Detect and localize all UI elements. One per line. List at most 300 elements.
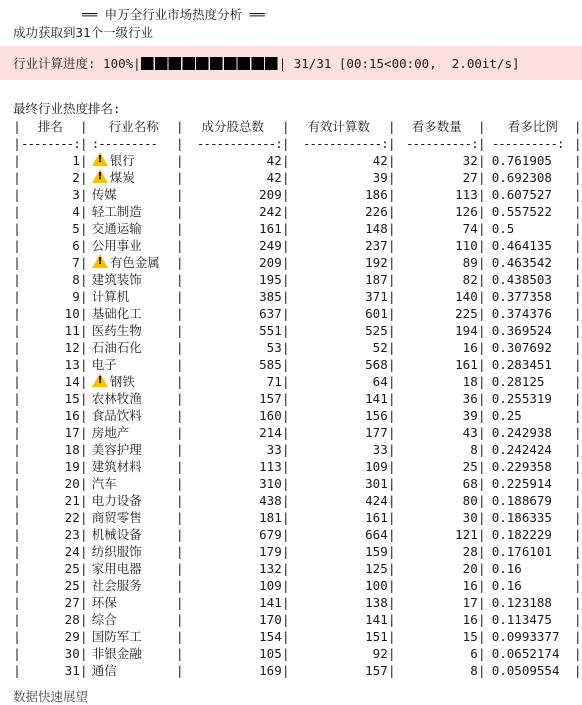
section-footer-title: 数据快速展望 — [13, 689, 89, 704]
column-separator: | — [477, 408, 486, 423]
industry-name-cell-text: 医药生物 — [91, 323, 142, 338]
total-stocks-cell-text: 209 — [259, 255, 282, 270]
column-separator: | — [13, 391, 21, 406]
column-separator: | — [281, 340, 290, 355]
column-separator: | — [387, 578, 396, 593]
table-row — [13, 611, 582, 628]
column-separator: | — [79, 306, 88, 321]
column-separator: | — [13, 323, 21, 338]
total-stocks-cell — [184, 356, 282, 373]
table-row — [13, 543, 582, 560]
column-separator: | — [13, 442, 21, 457]
bull-ratio-cell — [486, 577, 574, 594]
column-separator: | — [79, 510, 88, 525]
valid-count-cell-text: 151 — [365, 629, 388, 644]
bull-count-cell — [396, 254, 478, 271]
total-stocks-cell-text: 438 — [259, 493, 282, 508]
column-separator: | — [79, 646, 88, 661]
bull-count-cell-text: 68 — [462, 476, 478, 491]
column-separator: | — [477, 391, 486, 406]
industry-name-cell — [88, 509, 176, 526]
column-separator: | — [387, 629, 396, 644]
industry-name-cell — [88, 594, 176, 611]
industry-name-cell-text: 社会服务 — [91, 578, 142, 593]
table-row — [13, 407, 582, 424]
valid-count-cell — [290, 407, 388, 424]
industry-name-cell — [88, 611, 176, 628]
industry-name-cell-text: 轻工制造 — [91, 204, 142, 219]
rank-cell — [21, 628, 80, 645]
column-separator: | — [175, 374, 184, 389]
column-separator: | — [573, 612, 582, 627]
bull-ratio-cell-text: 0.188679 — [491, 493, 552, 508]
rank-cell-text: 23 — [64, 527, 80, 542]
industry-name-cell-text: 石油石化 — [91, 340, 142, 355]
column-separator: | — [387, 476, 396, 491]
column-separator: | — [281, 391, 290, 406]
column-separator: | — [281, 663, 290, 678]
total-stocks-cell-text: 160 — [259, 408, 282, 423]
column-separator: | — [79, 289, 88, 304]
progress-bar — [141, 57, 279, 70]
rank-cell-text: 20 — [64, 476, 80, 491]
bull-count-cell-text: 16 — [462, 612, 478, 627]
valid-count-cell-text: 424 — [365, 493, 388, 508]
column-separator: | — [175, 425, 184, 440]
bull-count-cell — [396, 322, 478, 339]
rank-cell — [21, 339, 80, 356]
total-stocks-cell — [184, 305, 282, 322]
rank-cell — [21, 203, 80, 220]
valid-count-cell — [290, 237, 388, 254]
column-separator: | — [477, 578, 486, 593]
industry-name-cell — [88, 458, 176, 475]
bull-ratio-cell — [486, 356, 574, 373]
column-separator: | — [477, 425, 486, 440]
column-separator: | — [387, 442, 396, 457]
column-separator: | — [387, 153, 396, 168]
valid-count-cell-text: 39 — [372, 170, 388, 185]
total-stocks-cell — [184, 220, 282, 237]
bull-ratio-cell — [486, 526, 574, 543]
bull-count-cell — [396, 339, 478, 356]
column-separator: | — [79, 238, 88, 253]
column-separator: | — [387, 238, 396, 253]
column-separator: | — [387, 204, 396, 219]
table-row — [13, 390, 582, 407]
column-separator: | — [573, 476, 582, 491]
column-separator: | — [387, 357, 396, 372]
bull-count-cell-text: 20 — [462, 561, 478, 576]
industry-name-cell — [88, 390, 176, 407]
column-separator: | — [573, 119, 582, 134]
industry-name-cell-text: 通信 — [91, 663, 117, 678]
bull-ratio-cell-text: 0.242938 — [491, 425, 552, 440]
rank-cell — [21, 152, 80, 169]
align-cell: ------------: — [302, 136, 388, 151]
valid-count-cell-text: 141 — [365, 391, 388, 406]
column-separator: | — [477, 374, 486, 389]
table-row — [13, 220, 582, 237]
valid-count-cell — [290, 560, 388, 577]
column-separator: | — [175, 289, 184, 304]
column-separator: | — [573, 289, 582, 304]
bull-count-cell — [396, 628, 478, 645]
bull-ratio-cell-text: 0.16 — [491, 561, 522, 576]
table-row — [13, 339, 582, 356]
industry-name-cell-text: 建筑材料 — [91, 459, 142, 474]
bull-count-cell-text: 15 — [462, 629, 478, 644]
align-cell: :--------- — [91, 136, 157, 151]
valid-count-cell-text: 42 — [372, 153, 388, 168]
bull-ratio-cell — [486, 254, 574, 271]
column-separator: | — [13, 476, 21, 491]
table-row — [13, 424, 582, 441]
bull-count-cell — [396, 271, 478, 288]
bull-count-cell — [396, 288, 478, 305]
industry-name-cell-text: 汽车 — [91, 476, 117, 491]
total-stocks-cell — [184, 594, 282, 611]
bull-ratio-cell — [486, 424, 574, 441]
rank-cell-text: 11 — [64, 323, 80, 338]
industry-name-cell — [88, 492, 176, 509]
column-separator: | — [281, 544, 290, 559]
industry-name-cell — [88, 560, 176, 577]
column-separator: | — [387, 170, 396, 185]
total-stocks-cell — [184, 203, 282, 220]
column-separator: | — [13, 204, 21, 219]
bull-count-cell — [396, 390, 478, 407]
industry-name-cell-text: 美容护理 — [91, 442, 142, 457]
column-separator: | — [477, 595, 486, 610]
column-separator: | — [387, 646, 396, 661]
column-separator: | — [573, 221, 582, 236]
rank-cell-text: 21 — [64, 493, 80, 508]
table-row — [13, 322, 582, 339]
bull-count-cell — [396, 305, 478, 322]
rank-cell-text: 16 — [64, 408, 80, 423]
column-separator: | — [573, 527, 582, 542]
bull-count-cell-text: 8 — [470, 442, 478, 457]
warning-icon — [92, 373, 108, 387]
total-stocks-cell — [184, 645, 282, 662]
valid-count-cell — [290, 543, 388, 560]
column-separator: | — [175, 646, 184, 661]
rank-cell — [21, 475, 80, 492]
column-separator: | — [13, 153, 21, 168]
valid-count-cell — [290, 186, 388, 203]
bull-ratio-cell-text: 0.225914 — [491, 476, 552, 491]
rank-cell — [21, 441, 80, 458]
column-separator: | — [281, 459, 290, 474]
column-separator: | — [13, 306, 21, 321]
bull-count-cell — [396, 594, 478, 611]
bull-ratio-cell-text: 0.176101 — [491, 544, 552, 559]
table-header-row — [13, 118, 582, 135]
column-separator: | — [387, 119, 396, 134]
total-stocks-cell — [184, 458, 282, 475]
industry-name-cell-text: 房地产 — [91, 425, 130, 440]
total-stocks-cell — [184, 560, 282, 577]
total-stocks-cell-text: 132 — [259, 561, 282, 576]
column-separator: | — [573, 187, 582, 202]
total-stocks-cell — [184, 628, 282, 645]
total-stocks-cell-text: 170 — [259, 612, 282, 627]
bull-count-cell-text: 16 — [462, 340, 478, 355]
valid-count-cell — [290, 373, 388, 390]
rank-cell-text: 28 — [64, 612, 80, 627]
valid-count-cell-text: 138 — [365, 595, 388, 610]
industry-name-cell — [88, 475, 176, 492]
bull-ratio-cell-text: 0.761905 — [491, 153, 552, 168]
bull-count-cell-text: 140 — [455, 289, 478, 304]
bull-count-cell — [396, 407, 478, 424]
bull-ratio-cell-text: 0.463542 — [491, 255, 552, 270]
rank-cell — [21, 594, 80, 611]
column-header-bull-count: 看多数量 — [411, 119, 462, 134]
column-separator: | — [13, 272, 21, 287]
total-stocks-cell — [184, 237, 282, 254]
column-separator: | — [79, 170, 88, 185]
column-separator: | — [13, 289, 21, 304]
column-header-name: 行业名称 — [108, 119, 159, 134]
valid-count-cell-text: 156 — [365, 408, 388, 423]
column-separator: | — [477, 459, 486, 474]
valid-count-cell-text: 161 — [365, 510, 388, 525]
ranking-table-body — [13, 152, 582, 679]
rank-cell — [21, 356, 80, 373]
industry-name-cell-text: 电力设备 — [91, 493, 142, 508]
industry-name-cell — [88, 356, 176, 373]
total-stocks-cell-text: 154 — [259, 629, 282, 644]
bull-count-cell — [396, 543, 478, 560]
table-row — [13, 237, 582, 254]
column-separator: | — [573, 646, 582, 661]
column-separator: | — [13, 255, 21, 270]
valid-count-cell-text: 192 — [365, 255, 388, 270]
column-separator: | — [477, 612, 486, 627]
warning-icon — [92, 169, 108, 183]
valid-count-cell-text: 141 — [365, 612, 388, 627]
valid-count-cell-text: 568 — [365, 357, 388, 372]
bull-count-cell-text: 82 — [462, 272, 478, 287]
bull-ratio-cell — [486, 509, 574, 526]
warning-icon — [92, 254, 108, 268]
table-row — [13, 475, 582, 492]
column-separator: | — [281, 476, 290, 491]
column-separator: | — [477, 510, 486, 525]
industry-name-cell — [88, 339, 176, 356]
industry-name-cell — [88, 169, 176, 186]
rank-cell-text: 31 — [64, 663, 80, 678]
rank-cell — [21, 424, 80, 441]
bull-ratio-cell-text: 0.123188 — [491, 595, 552, 610]
column-separator: | — [175, 476, 184, 491]
bull-count-cell-text: 194 — [455, 323, 478, 338]
column-separator: | — [175, 357, 184, 372]
industry-name-cell — [88, 305, 176, 322]
column-separator: | — [79, 595, 88, 610]
column-separator: | — [573, 153, 582, 168]
column-separator: | — [79, 561, 88, 576]
rank-cell-text: 30 — [64, 646, 80, 661]
industry-name-cell-text: 银行 — [109, 153, 135, 168]
total-stocks-cell-text: 105 — [259, 646, 282, 661]
rank-cell-text: 14 — [64, 374, 80, 389]
column-separator: | — [573, 561, 582, 576]
column-separator: | — [477, 136, 486, 151]
column-separator: | — [573, 544, 582, 559]
column-separator: | — [281, 255, 290, 270]
column-separator: | — [175, 136, 184, 151]
column-separator: | — [79, 357, 88, 372]
column-separator: | — [175, 663, 184, 678]
rank-cell-text: 6 — [72, 238, 80, 253]
table-row — [13, 271, 582, 288]
column-separator: | — [175, 612, 184, 627]
progress-stats: | 31/31 [00:15<00:00, 2.00it/s] — [278, 56, 520, 71]
column-separator: | — [477, 561, 486, 576]
column-separator: | — [175, 629, 184, 644]
valid-count-cell — [290, 339, 388, 356]
bull-count-cell — [396, 356, 478, 373]
rank-cell-text: 10 — [64, 306, 80, 321]
total-stocks-cell-text: 179 — [259, 544, 282, 559]
bull-count-cell — [396, 611, 478, 628]
column-separator: | — [281, 408, 290, 423]
column-separator: | — [79, 136, 88, 151]
industry-name-cell-text: 综合 — [91, 612, 117, 627]
column-separator: | — [477, 357, 486, 372]
rank-cell-text: 27 — [64, 595, 80, 610]
column-separator: | — [573, 629, 582, 644]
bull-count-cell — [396, 169, 478, 186]
column-separator: | — [79, 391, 88, 406]
valid-count-cell-text: 157 — [365, 663, 388, 678]
bull-count-cell-text: 36 — [462, 391, 478, 406]
bull-ratio-cell-text: 0.607527 — [491, 187, 552, 202]
bull-count-cell-text: 113 — [455, 187, 478, 202]
bull-count-cell — [396, 526, 478, 543]
industry-name-cell — [88, 322, 176, 339]
column-separator: | — [281, 646, 290, 661]
bull-ratio-cell — [486, 407, 574, 424]
column-header-valid: 有效计算数 — [307, 119, 370, 134]
total-stocks-cell — [184, 407, 282, 424]
total-stocks-cell-text: 53 — [266, 340, 282, 355]
column-separator: | — [175, 544, 184, 559]
column-separator: | — [387, 136, 396, 151]
valid-count-cell-text: 64 — [372, 374, 388, 389]
column-separator: | — [573, 425, 582, 440]
industry-name-cell-text: 商贸零售 — [91, 510, 142, 525]
rank-cell — [21, 254, 80, 271]
bull-count-cell — [396, 203, 478, 220]
valid-count-cell — [290, 509, 388, 526]
rank-cell-text: 13 — [64, 357, 80, 372]
column-separator: | — [477, 544, 486, 559]
column-separator: | — [477, 119, 486, 134]
column-separator: | — [175, 442, 184, 457]
rank-cell — [21, 458, 80, 475]
column-separator: | — [13, 408, 21, 423]
rank-cell — [21, 220, 80, 237]
bull-count-cell — [396, 509, 478, 526]
column-separator: | — [79, 578, 88, 593]
table-row — [13, 509, 582, 526]
total-stocks-cell — [184, 186, 282, 203]
valid-count-cell-text: 92 — [372, 646, 388, 661]
rank-cell-text: 18 — [64, 442, 80, 457]
industry-name-cell — [88, 526, 176, 543]
bull-count-cell-text: 18 — [462, 374, 478, 389]
rank-cell — [21, 322, 80, 339]
valid-count-cell-text: 186 — [365, 187, 388, 202]
bull-count-cell — [396, 424, 478, 441]
industry-name-cell — [88, 628, 176, 645]
total-stocks-cell — [184, 475, 282, 492]
table-row — [13, 662, 582, 679]
column-separator: | — [79, 340, 88, 355]
total-stocks-cell — [184, 271, 282, 288]
bull-count-cell-text: 6 — [470, 646, 478, 661]
bull-count-cell-text: 80 — [462, 493, 478, 508]
bull-ratio-cell — [486, 169, 574, 186]
rank-cell-text: 19 — [64, 459, 80, 474]
column-separator: | — [13, 612, 21, 627]
column-separator: | — [281, 289, 290, 304]
valid-count-cell-text: 226 — [365, 204, 388, 219]
rank-cell — [21, 662, 80, 679]
valid-count-cell — [290, 594, 388, 611]
total-stocks-cell — [184, 373, 282, 390]
valid-count-cell — [290, 152, 388, 169]
total-stocks-cell-text: 157 — [259, 391, 282, 406]
bull-ratio-cell — [486, 339, 574, 356]
column-separator: | — [477, 221, 486, 236]
bull-ratio-cell — [486, 203, 574, 220]
valid-count-cell-text: 52 — [372, 340, 388, 355]
table-align-row — [13, 135, 582, 152]
column-separator: | — [573, 459, 582, 474]
column-separator: | — [79, 221, 88, 236]
column-separator: | — [281, 170, 290, 185]
table-row — [13, 628, 582, 645]
valid-count-cell-text: 148 — [365, 221, 388, 236]
column-separator: | — [387, 544, 396, 559]
column-separator: | — [477, 255, 486, 270]
industry-name-cell-text: 环保 — [91, 595, 117, 610]
column-separator: | — [477, 340, 486, 355]
column-separator: | — [573, 238, 582, 253]
column-separator: | — [573, 136, 582, 151]
column-separator: | — [573, 663, 582, 678]
bull-ratio-cell-text: 0.374376 — [491, 306, 552, 321]
bull-ratio-cell — [486, 560, 574, 577]
column-separator: | — [573, 510, 582, 525]
bull-count-cell-text: 74 — [462, 221, 478, 236]
column-separator: | — [175, 221, 184, 236]
column-separator: | — [281, 306, 290, 321]
column-separator: | — [175, 272, 184, 287]
column-separator: | — [13, 187, 21, 202]
bull-ratio-cell-text: 0.16 — [491, 578, 522, 593]
total-stocks-cell-text: 585 — [259, 357, 282, 372]
bull-ratio-cell-text: 0.377358 — [491, 289, 552, 304]
rank-cell — [21, 288, 80, 305]
rank-cell — [21, 407, 80, 424]
column-separator: | — [477, 187, 486, 202]
